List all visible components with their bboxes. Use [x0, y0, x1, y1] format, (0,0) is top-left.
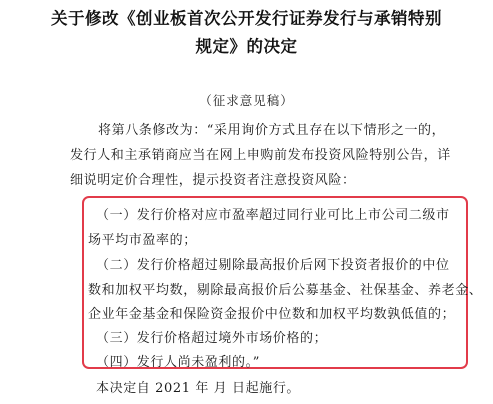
item-2-line-2: 数和加权平均数，剔除最高报价后公募基金、社保基金、养老金、 [88, 283, 483, 298]
item-1-line-2: 场平均市盈率的； [88, 233, 197, 248]
document-subtitle: （征求意见稿） [199, 93, 294, 108]
document-title-line-1: 关于修改《创业板首次公开发行证券发行与承销特别 [51, 9, 442, 28]
item-3: （三）发行价格超过境外市场价格的； [96, 331, 328, 346]
document-title-line-2: 规定》的决定 [195, 37, 298, 56]
item-4: （四）发行人尚未盈利的。” [96, 355, 260, 370]
closing-line: 本决定自 2021 年 月 日起施行。 [96, 381, 301, 396]
intro-line-3: 细说明定价合理性，提示投资者注意投资风险： [70, 173, 356, 188]
item-2-line-3: 企业年金基金和保险资金报价中位数和加权平均数孰低值的； [88, 307, 456, 322]
item-1-line-1: （一）发行价格对应市盈率超过同行业可比上市公司二级市 [96, 208, 450, 223]
intro-line-1: 将第八条修改为：“采用询价方式且存在以下情形之一的， [98, 123, 446, 138]
item-2-line-1: （二）发行价格超过剔除最高报价后网下投资者报价的中位 [96, 258, 450, 273]
intro-line-2: 发行人和主承销商应当在网上申购前发布投资风险特别公告，详 [70, 148, 451, 163]
